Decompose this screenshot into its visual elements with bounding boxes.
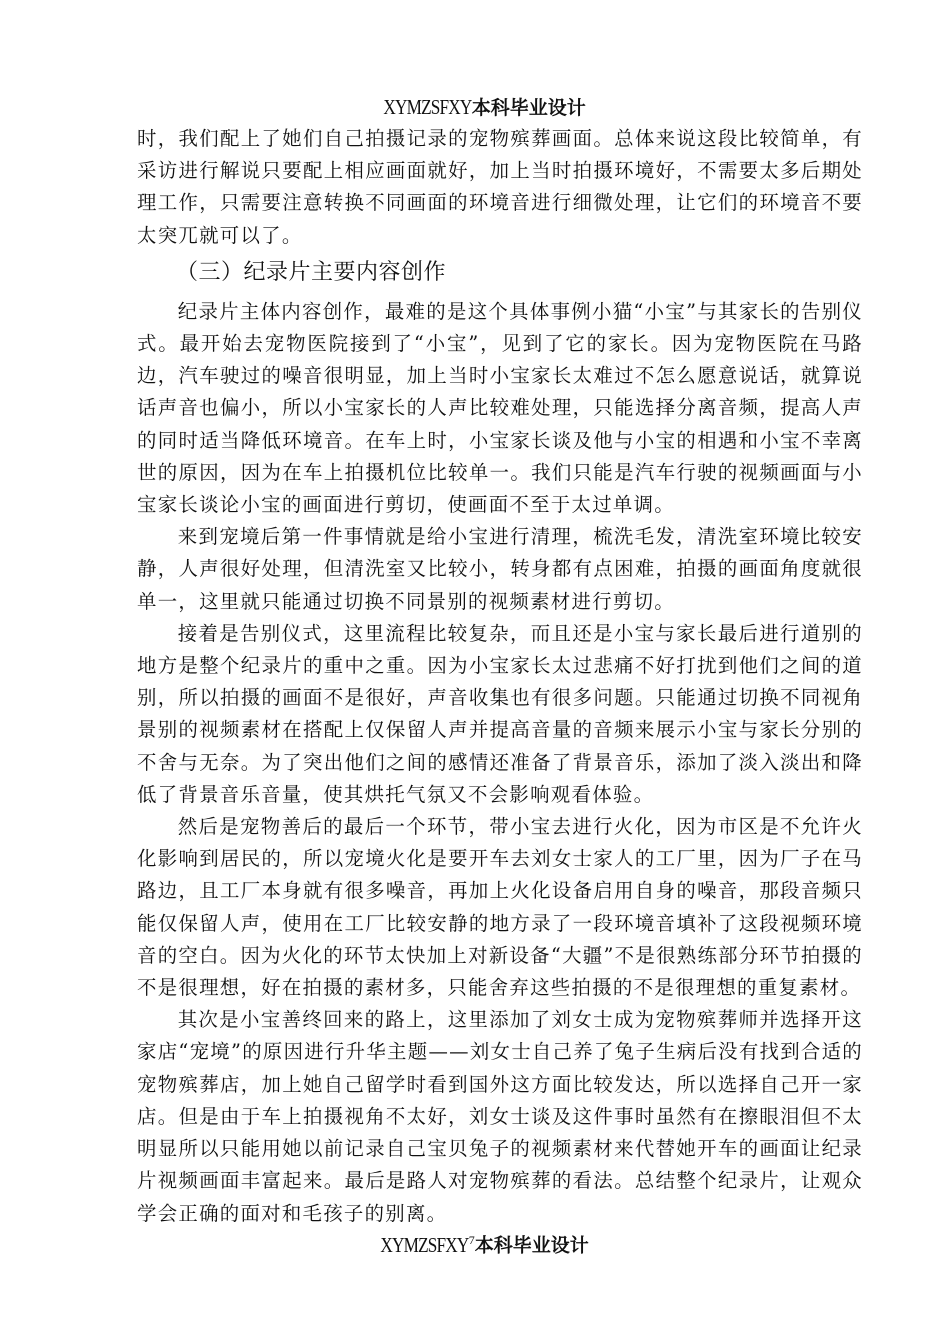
page-footer (0, 1228, 950, 1258)
body-paragraph: 纪录片主体内容创作，最难的是这个具体事例小猫“小宝”与其家长的告别仪式。最开始去宠物医院接到了“小宝”，见到了它的家长。因为宠物医院在马路边，汽车驶过的噪音很明显，加上当时小宝家长太难过不怎么愿意说话，就算说话声音也偏小，所以小宝家长的人声比较难处理，只能选择分离音频，提高人声的同时适当降低环境音。在车上时，小宝家长谈及他与小宝的相遇和小宝不幸离世的原因，因为在车上拍摄机位比较单一。我们只能是汽车行驶的视频画面与小宝家长谈论小宝的画面进行剪切，使画面不至于太过单调。 (137, 299, 863, 517)
body-paragraph: 然后是宠物善后的最后一个环节，带小宝去进行火化，因为市区是不允许火化影响到居民的，所以宠境火化是要开车去刘女士家人的工厂里，因为厂子在马路边，且工厂本身就有很多噪音，再加上火化设备启用自身的噪音，那段音频只能仅保留人声，使用在工厂比较安静的地方录了一段环境音填补了这段视频环境音的空白。因为火化的环节太快加上对新设备“大疆”不是很熟练部分环节拍摄的不是很理想，好在拍摄的素材多，只能舍弃这些拍摄的不是很理想的重复素材。 (137, 815, 863, 1000)
header-latin-text: XYMZSFXY (383, 95, 472, 119)
body-paragraph: 其次是小宝善终回来的路上，这里添加了刘女士成为宠物殡葬师并选择开这家店“宠境”的原因进行升华主题——刘女士自己养了兔子生病后没有找到合适的宠物殡葬店，加上她自己留学时看到国外这方面比较发达，所以选择自己开一家店。但是由于车上拍摄视角不太好，刘女士谈及这件事时虽然有在擦眼泪但不太明显所以只能用她以前记录自己宝贝兔子的视频素材来代替她开车的画面让纪录片视频画面丰富起来。最后是路人对宠物殡葬的看法。总结整个纪录片，让观众学会正确的面对和毛孩子的别离。 (137, 1008, 863, 1225)
page-number: 7 (468, 1233, 475, 1247)
footer-latin-text: XYMZSFXY (380, 1232, 469, 1257)
body-paragraph: 来到宠境后第一件事情就是给小宝进行清理，梳洗毛发，清洗室环境比较安静，人声很好处理，但清洗室又比较小，转身都有点困难，拍摄的画面角度就很单一，这里就只能通过切换不同景别的视频素材进行剪切。 (137, 525, 863, 613)
header-cn-text: 本科毕业设计 (471, 97, 586, 119)
section-heading: （三）纪录片主要内容创作 (176, 259, 447, 285)
body-paragraph: 接着是告别仪式，这里流程比较复杂，而且还是小宝与家长最后进行道别的地方是整个纪录片的重中之重。因为小宝家长太过悲痛不好打扰到他们之间的道别，所以拍摄的画面不是很好，声音收集也有很多问题。只能通过切换不同视角景别的视频素材在搭配上仅保留人声并提高音量的音频来展示小宝与家长分别的不舍与无奈。为了突出他们之间的感情还准备了背景音乐，添加了淡入淡出和降低了背景音乐音量，使其烘托气氛又不会影响观看体验。 (137, 621, 863, 806)
page-body (137, 123, 863, 1230)
page-header (0, 95, 950, 120)
continued-paragraph: 时，我们配上了她们自己拍摄记录的宠物殡葬画面。总体来说这段比较简单，有采访进行解说只要配上相应画面就好，加上当时拍摄环境好，不需要太多后期处理工作，只需要注意转换不同画面的环境音进行细微处理，让它们的环境音不要太突兀就可以了。 (137, 127, 863, 247)
footer-cn-text: 本科毕业设计 (474, 1234, 589, 1257)
